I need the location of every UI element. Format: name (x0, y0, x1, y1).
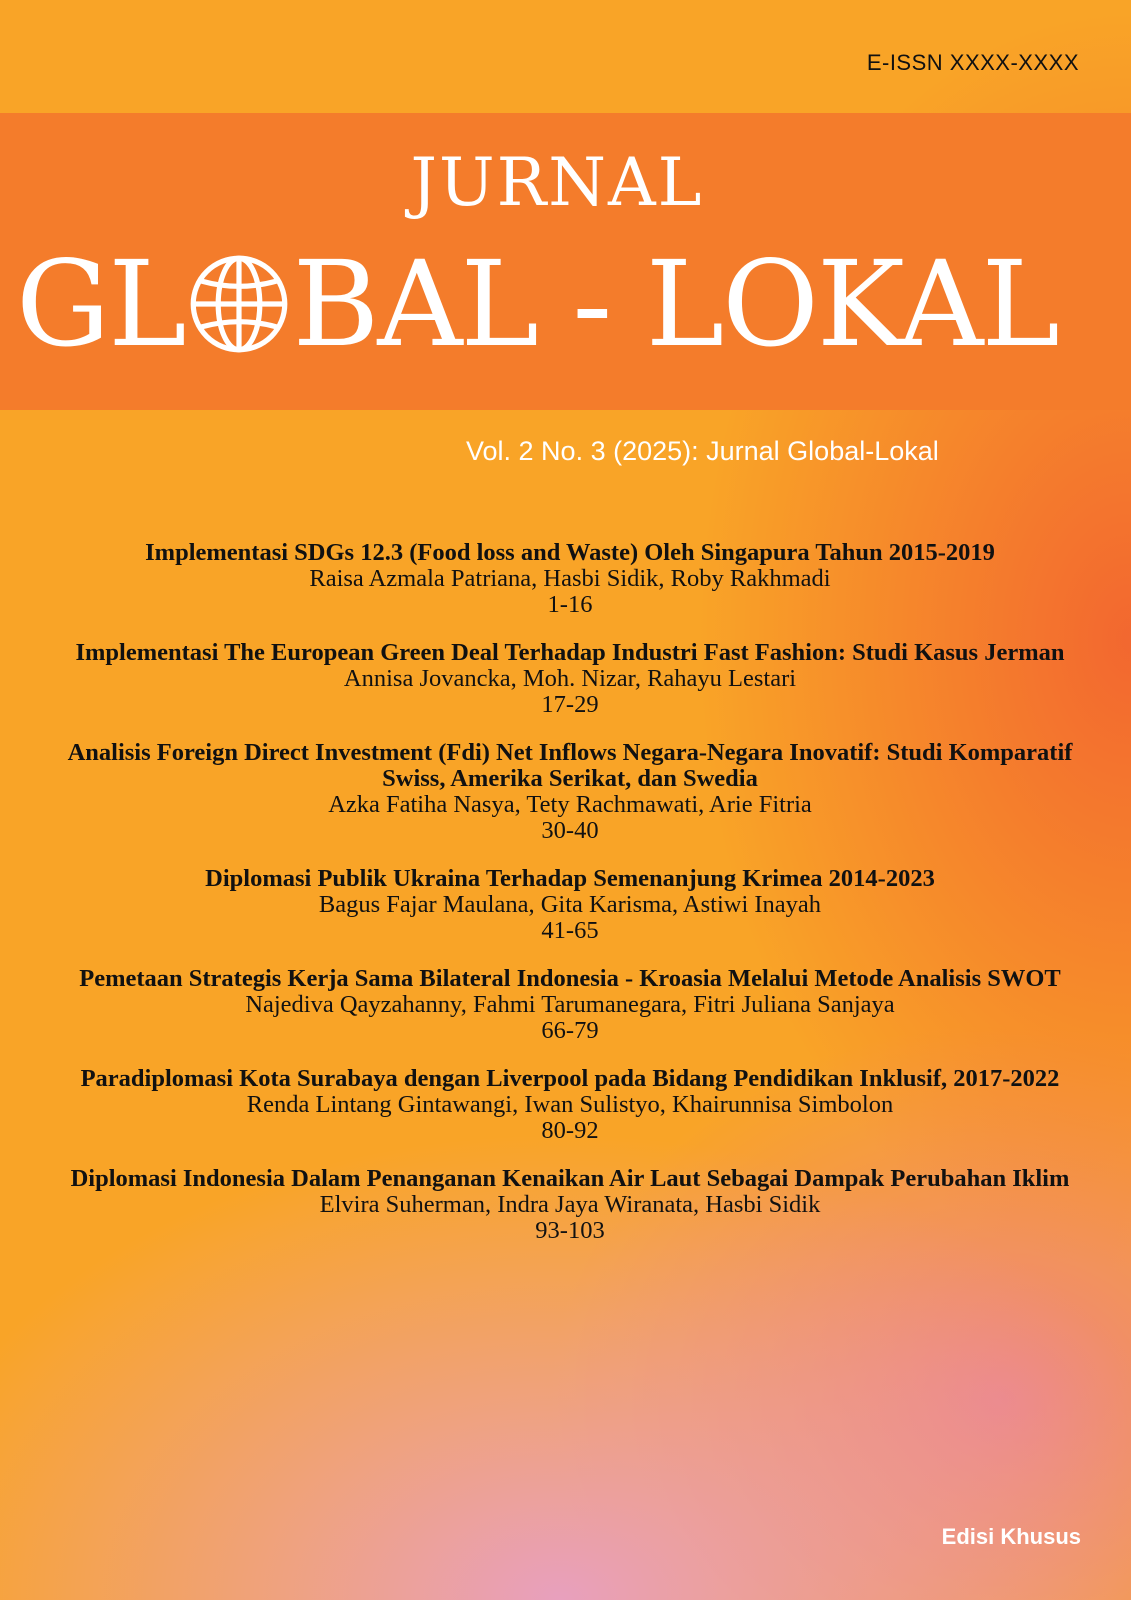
article-authors: Raisa Azmala Patriana, Hasbi Sidik, Roby Rakhmadi (309, 565, 831, 592)
article-authors: Azka Fatiha Nasya, Tety Rachmawati, Arie Fitria (328, 791, 812, 818)
article-title[interactable]: Analisis Foreign Direct Investment (Fdi) Net Inflows Negara-Negara Inovatif: Studi Komparatif Swiss, Amerika Serikat, dan Swedia (67, 739, 1073, 792)
article-title[interactable]: Paradiplomasi Kota Surabaya dengan Liverpool pada Bidang Pendidikan Inklusif, 2017-2022 (80, 1065, 1060, 1092)
article-entry[interactable] (60, 966, 1080, 1044)
article-pages: 80-92 (541, 1117, 599, 1144)
article-entry[interactable] (60, 540, 1080, 618)
journal-title-left: GL (16, 235, 185, 373)
article-authors: Annisa Jovancka, Moh. Nizar, Rahayu Lestari (343, 665, 797, 692)
globe-icon (187, 252, 291, 356)
article-title[interactable]: Diplomasi Indonesia Dalam Penanganan Kenaikan Air Laut Sebagai Dampak Perubahan Iklim (70, 1165, 1070, 1192)
issn-label: E-ISSN XXXX-XXXX (866, 50, 1079, 75)
article-title[interactable]: Implementasi SDGs 12.3 (Food loss and Waste) Oleh Singapura Tahun 2015-2019 (145, 539, 995, 566)
article-title[interactable]: Implementasi The European Green Deal Terhadap Industri Fast Fashion: Studi Kasus Jerman (75, 639, 1065, 666)
table-of-contents (60, 540, 1080, 1266)
article-pages: 93-103 (535, 1217, 605, 1244)
journal-title-main (16, 235, 1116, 373)
article-authors: Elvira Suherman, Indra Jaya Wiranata, Hasbi Sidik (319, 1191, 821, 1218)
article-entry[interactable] (60, 1166, 1080, 1244)
article-title[interactable]: Diplomasi Publik Ukraina Terhadap Semenanjung Krimea 2014-2023 (205, 865, 935, 892)
article-pages: 1-16 (547, 591, 593, 618)
edition-label: Edisi Khusus (941, 1524, 1081, 1549)
article-title[interactable]: Pemetaan Strategis Kerja Sama Bilateral Indonesia - Kroasia Melalui Metode Analisis SWOT (79, 965, 1061, 992)
article-entry[interactable] (60, 866, 1080, 944)
article-pages: 41-65 (541, 917, 599, 944)
journal-title-right: BAL - LOKAL (292, 235, 1058, 373)
volume-info: Vol. 2 No. 3 (2025): Jurnal Global-Lokal (466, 436, 939, 466)
article-pages: 17-29 (541, 691, 599, 718)
journal-title-line1: JURNAL (410, 144, 704, 221)
article-authors: Renda Lintang Gintawangi, Iwan Sulistyo, Khairunnisa Simbolon (246, 1091, 894, 1118)
article-entry[interactable] (60, 740, 1080, 844)
article-authors: Bagus Fajar Maulana, Gita Karisma, Astiwi Inayah (318, 891, 822, 918)
article-authors: Najediva Qayzahanny, Fahmi Tarumanegara, Fitri Juliana Sanjaya (245, 991, 895, 1018)
article-pages: 30-40 (541, 817, 599, 844)
article-entry[interactable] (60, 1066, 1080, 1144)
article-entry[interactable] (60, 640, 1080, 718)
article-pages: 66-79 (541, 1017, 599, 1044)
